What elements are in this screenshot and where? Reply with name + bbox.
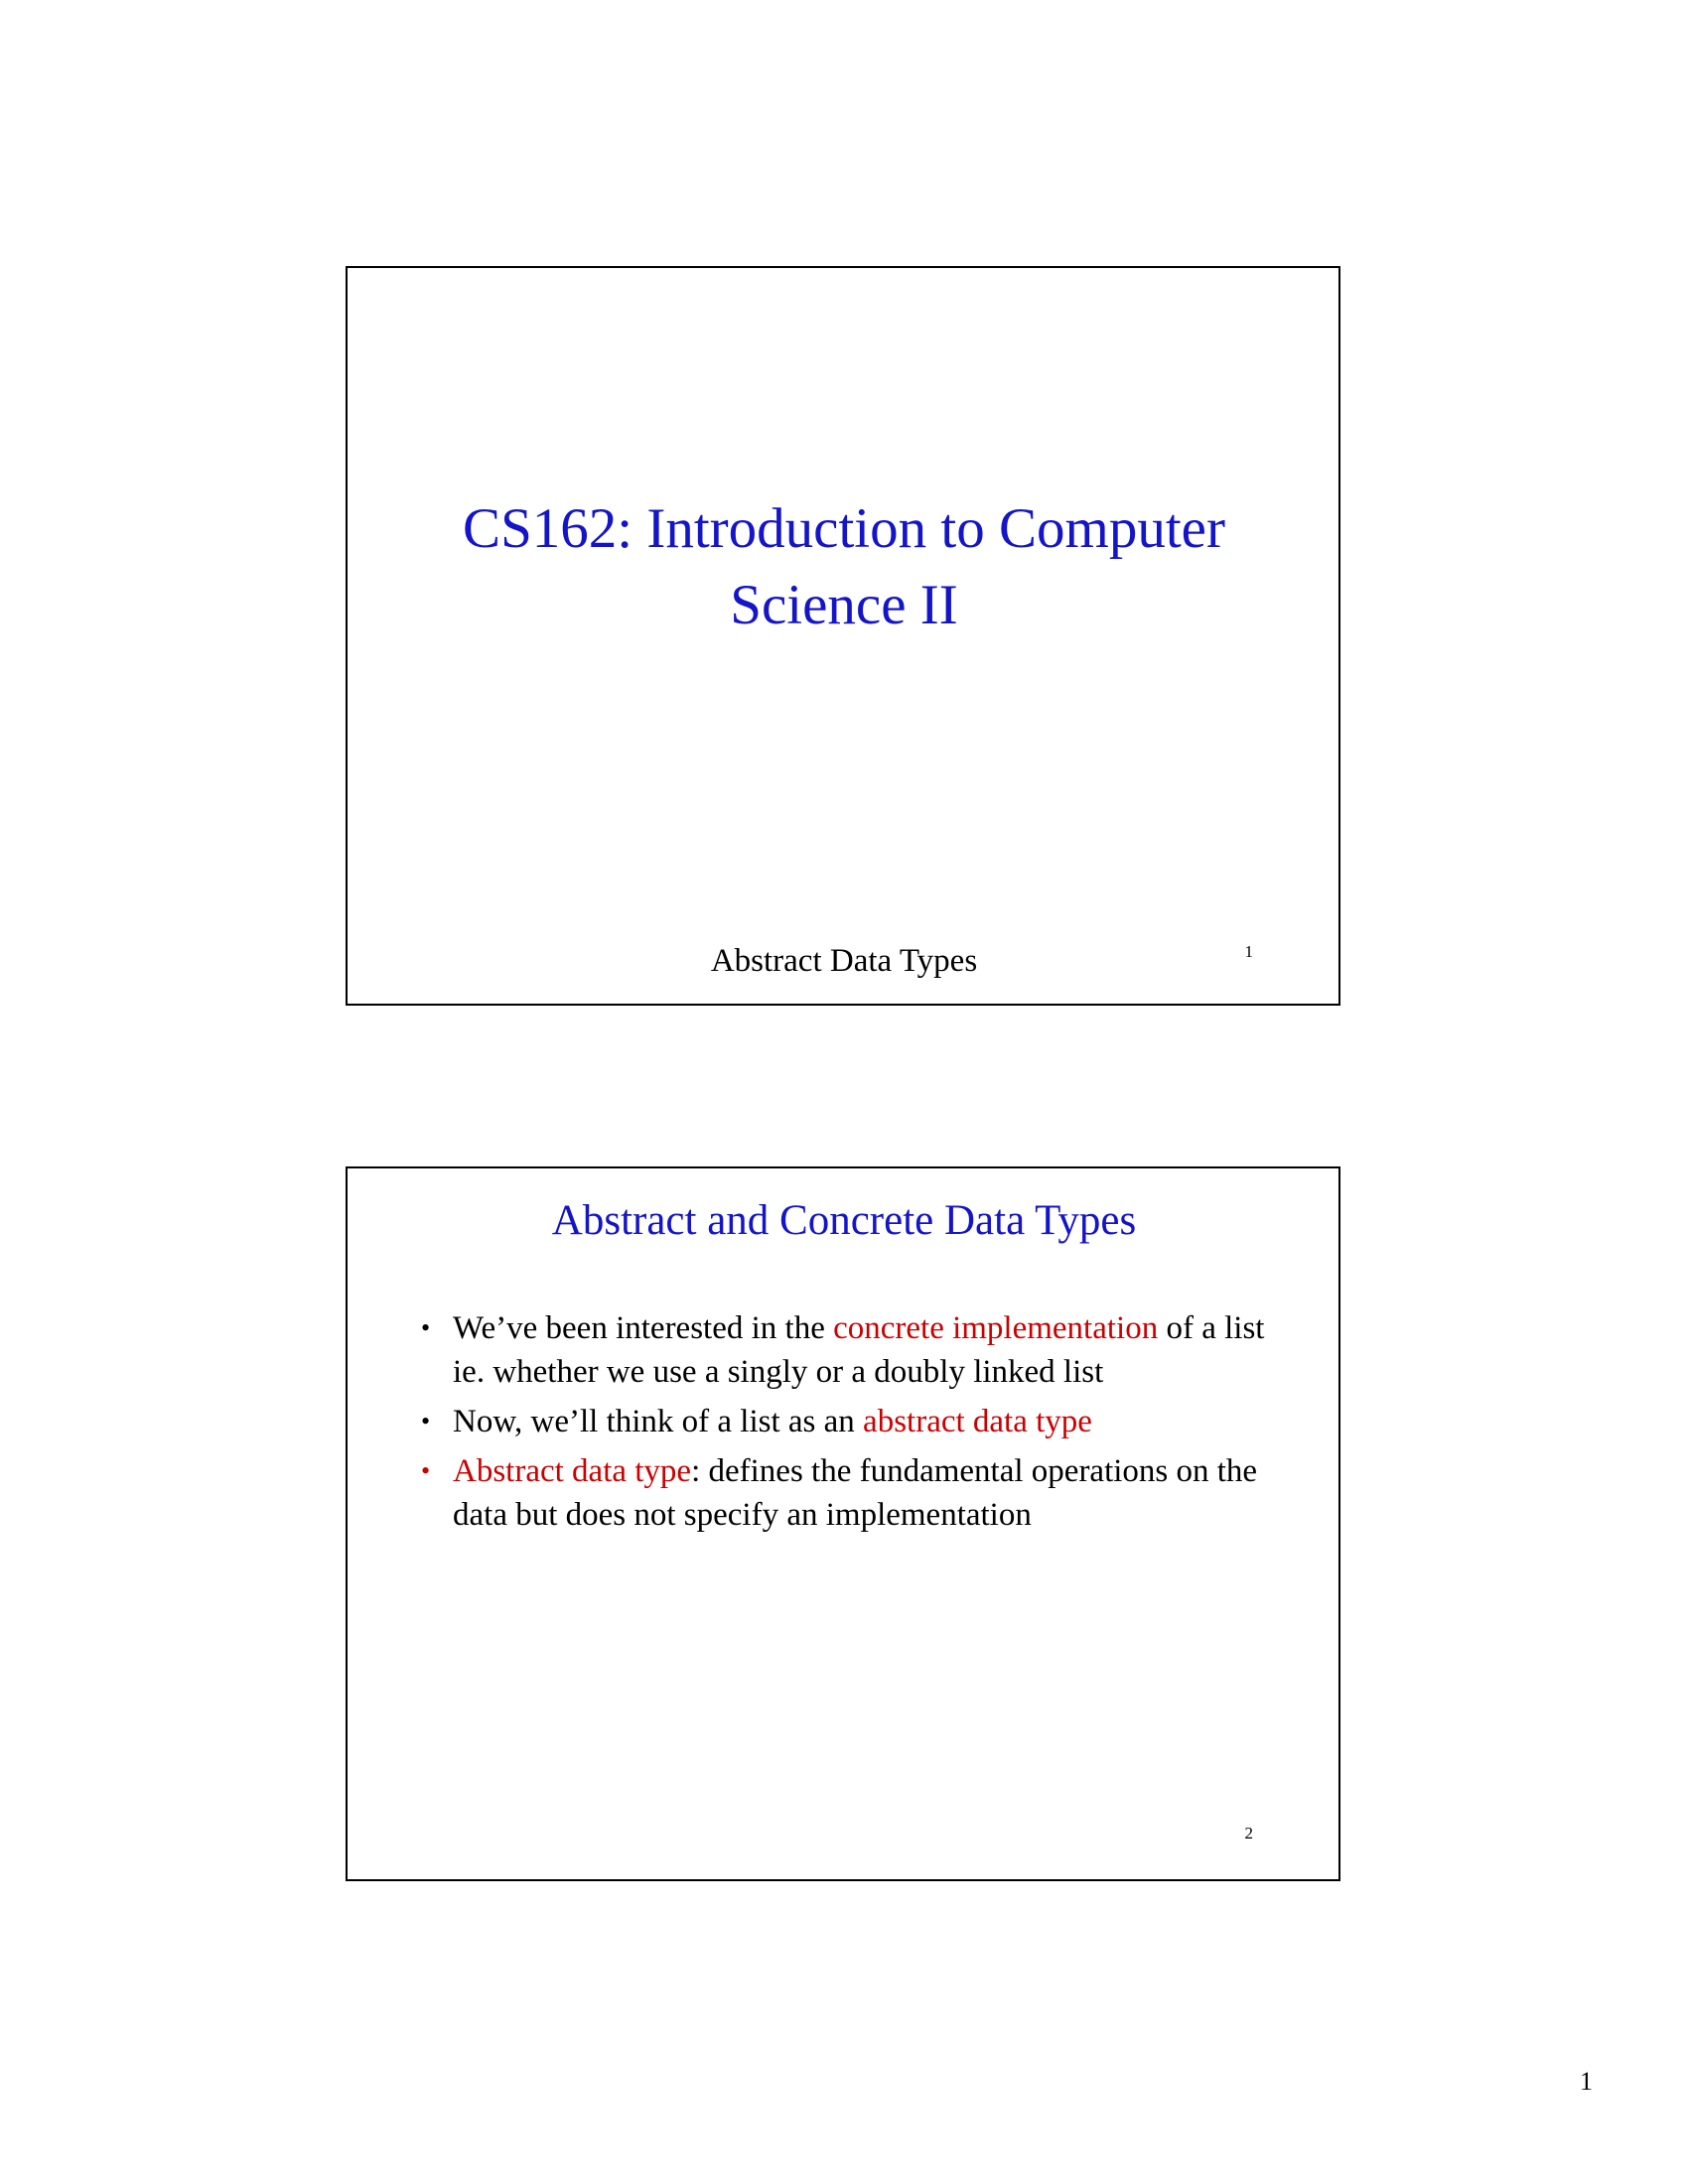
slide-1-title: CS162: Introduction to Computer Science II (463, 497, 1225, 636)
slide-1 (346, 266, 1340, 1006)
bullet-text-segment: : defines the fundamental operations on the data but does not specify an implementation (453, 1452, 1258, 1533)
slide-1-number: 1 (1244, 942, 1253, 961)
slide-1-subtitle: Abstract Data Types (710, 943, 978, 979)
bullet-text-segment: We’ve been interested in the (453, 1310, 834, 1346)
bullet-marker-icon: • (421, 1313, 431, 1342)
bullet-text-segment: of a list ie. whether we use a singly or a doubly linked list (453, 1310, 1265, 1390)
bullet-text-segment: Now, we’ll think of a list as an (453, 1403, 864, 1439)
bullet-text (453, 1453, 1257, 1533)
bullet-text (453, 1310, 1264, 1390)
bullet-marker-icon: • (421, 1455, 431, 1485)
slide-2-body (407, 1307, 1291, 1543)
page-number: 1 (1580, 2067, 1593, 2096)
bullet-text-segment: Abstract data type (453, 1452, 692, 1489)
bullet-item (407, 1401, 1291, 1444)
bullet-item (407, 1307, 1291, 1395)
bullet-text-segment: concrete implementation (833, 1310, 1159, 1346)
slide-2 (346, 1166, 1340, 1881)
slide-2-title: Abstract and Concrete Data Types (551, 1197, 1137, 1244)
bullet-marker-icon: • (421, 1406, 431, 1435)
slide-2-number: 2 (1244, 1824, 1253, 1843)
bullet-list (407, 1307, 1291, 1537)
bullet-item (407, 1450, 1291, 1538)
bullet-text (453, 1404, 1092, 1439)
bullet-text-segment: abstract data type (863, 1403, 1092, 1439)
